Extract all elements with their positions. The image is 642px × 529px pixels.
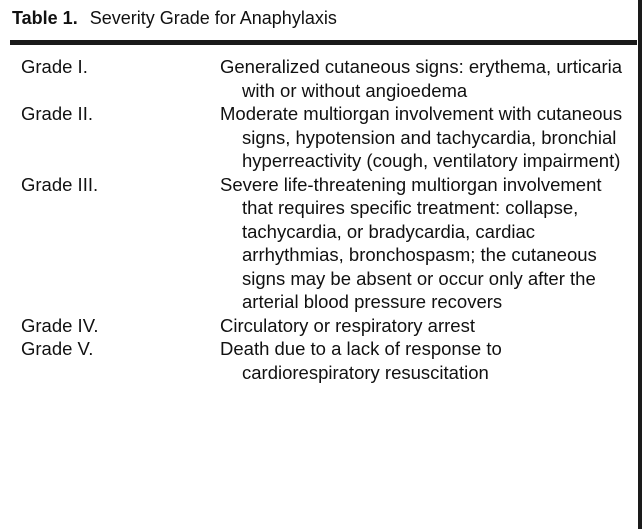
table-row	[0, 102, 638, 173]
page-right-border	[638, 0, 642, 529]
grade-description: Death due to a lack of response to cardiorespiratory resuscitation	[220, 338, 502, 383]
severity-table	[0, 55, 638, 384]
grade-label: Grade IV.	[21, 314, 99, 336]
grade-description: Circulatory or respiratory arrest	[220, 314, 475, 336]
table-label: Table 1.	[12, 8, 78, 28]
table-row	[0, 314, 638, 338]
grade-label: Grade V.	[21, 338, 94, 359]
grade-description: Moderate multiorgan involvement with cutaneous signs, hypotension and tachycardia, bronchial hyperreactivity (cough, ventilatory impairment)	[220, 103, 623, 171]
grade-label: Grade III.	[21, 173, 99, 195]
grade-description: Generalized cutaneous signs: erythema, urticaria with or without angioedema	[220, 56, 623, 101]
grade-label: Grade II.	[21, 103, 93, 124]
grade-description: Severe life-threatening multiorgan involvement that requires specific treatment: collapse, tachycardia, or bradycardia, cardiac arrhythmias, bronchospasm; the cutaneous signs may be absent or occur only after the arterial blood pressure recovers	[220, 173, 602, 312]
header-rule	[10, 40, 637, 45]
grade-label: Grade I.	[21, 56, 88, 77]
table-title: Severity Grade for Anaphylaxis	[89, 8, 337, 28]
table-row	[0, 55, 638, 102]
table-caption	[12, 6, 337, 30]
table-row	[0, 337, 638, 384]
table-row	[0, 173, 638, 314]
